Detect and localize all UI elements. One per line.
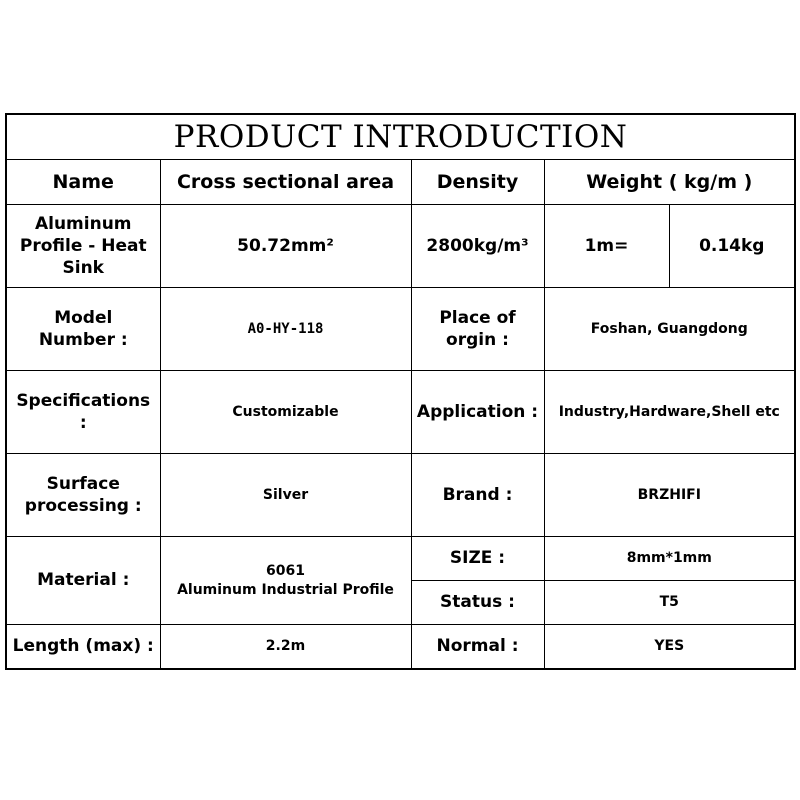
header-cross-section: Cross sectional area <box>160 160 411 205</box>
normal-label: Normal : <box>411 625 544 669</box>
surface-row <box>6 454 795 537</box>
model-label-line: Number : <box>38 330 128 350</box>
material-description: Aluminum Industrial Profile <box>177 581 394 598</box>
brand-label: Brand : <box>411 454 544 537</box>
table-title: PRODUCT INTRODUCTION <box>6 114 795 160</box>
material-value <box>160 537 411 625</box>
brand-value: BRZHIFI <box>544 454 795 537</box>
material-grade: 6061 <box>266 563 305 580</box>
weight-value: 0.14kg <box>669 205 795 288</box>
product-name-line: Aluminum <box>34 213 132 234</box>
model-number-label <box>6 288 160 371</box>
material-label: Material : <box>6 537 160 625</box>
specifications-label: Specifications : <box>6 371 160 454</box>
product-name-line: Sink <box>62 258 104 279</box>
place-of-origin-value: Foshan, Guangdong <box>544 288 795 371</box>
header-weight: Weight ( kg/m ) <box>544 160 795 205</box>
cross-section-value: 50.72mm² <box>160 205 411 288</box>
place-of-origin-label <box>411 288 544 371</box>
specifications-value: Customizable <box>160 371 411 454</box>
density-value: 2800kg/m³ <box>411 205 544 288</box>
size-label: SIZE : <box>411 537 544 581</box>
application-value: Industry,Hardware,Shell etc <box>544 371 795 454</box>
product-row <box>6 205 795 288</box>
surface-processing-label <box>6 454 160 537</box>
surface-label-line: Surface <box>46 473 120 494</box>
normal-value: YES <box>544 625 795 669</box>
model-row <box>6 288 795 371</box>
header-row <box>6 160 795 205</box>
specifications-row <box>6 371 795 454</box>
length-max-value: 2.2m <box>160 625 411 669</box>
place-label-line: orgin : <box>446 330 509 350</box>
length-max-label: Length (max) : <box>6 625 160 669</box>
product-introduction-sheet <box>5 113 794 670</box>
status-label: Status : <box>411 581 544 625</box>
size-value: 8mm*1mm <box>544 537 795 581</box>
title-row <box>6 114 795 160</box>
model-label-line: Model <box>54 307 113 328</box>
application-label: Application : <box>411 371 544 454</box>
header-name: Name <box>6 160 160 205</box>
product-name-line: Profile - Heat <box>19 235 147 256</box>
length-row <box>6 625 795 669</box>
surface-label-line: processing : <box>24 496 142 516</box>
product-name-cell <box>6 205 160 288</box>
place-label-line: Place of <box>439 307 516 328</box>
product-spec-table <box>5 113 796 670</box>
status-value: T5 <box>544 581 795 625</box>
model-number-value: A0-HY-118 <box>160 288 411 371</box>
weight-length-label: 1m= <box>544 205 669 288</box>
surface-processing-value: Silver <box>160 454 411 537</box>
material-row <box>6 537 795 581</box>
header-density: Density <box>411 160 544 205</box>
